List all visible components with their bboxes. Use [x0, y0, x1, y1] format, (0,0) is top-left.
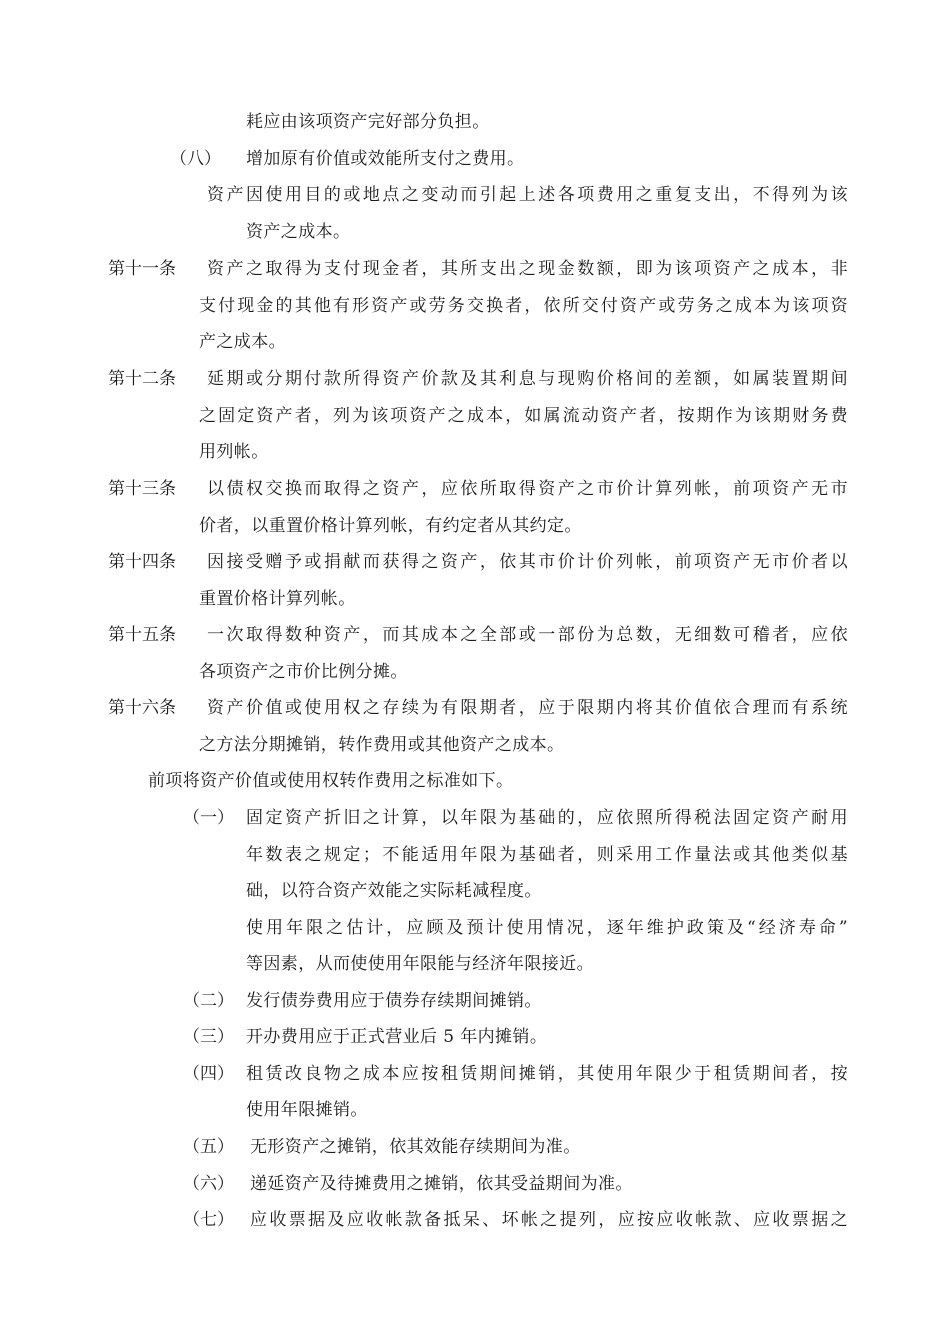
article-number: 第十三条	[108, 479, 176, 499]
text-line: 之固定资产者，列为该项资产之成本，如属流动资产者，按期作为该期财务费	[199, 406, 848, 426]
article-number: 第十五条	[108, 625, 176, 645]
text-line: 租赁改良物之成本应按租赁期间摊销，其使用年限少于租赁期间者，按	[246, 1064, 848, 1084]
text-line: 资产之成本。	[246, 222, 351, 242]
text-line: 固定资产折旧之计算，以年限为基础的，应依照所得税法固定资产耐用	[246, 808, 848, 828]
text-line: 无形资产之摊销，依其效能存续期间为准。	[250, 1137, 581, 1157]
text-line: 发行债券费用应于债券存续期间摊销。	[246, 991, 542, 1011]
text-line: 年数表之规定；不能适用年限为基础者，则采用工作量法或其他类似基	[246, 845, 848, 865]
article-number: 第十一条	[108, 259, 176, 279]
text-line: 使用年限之估计，应顾及预计使用情况，逐年维护政策及“经济寿命”	[246, 918, 848, 938]
text-line: 价者，以重置价格计算列帐，有约定者从其约定。	[199, 516, 582, 536]
item-marker: （六）	[183, 1174, 234, 1194]
text-line: 资产之取得为支付现金者，其所支出之现金数额，即为该项资产之成本，非	[207, 259, 848, 279]
article-number: 第十六条	[108, 698, 176, 718]
text-line: 用列帐。	[199, 442, 269, 462]
item-marker: （八）	[170, 149, 221, 169]
text-line: 因接受赠予或捐献而获得之资产，依其市价计价列帐，前项资产无市价者以	[207, 552, 848, 572]
text-line: 前项将资产价值或使用权转作费用之标准如下。	[148, 771, 514, 791]
item-marker: （五）	[183, 1137, 234, 1157]
text-line: 一次取得数种资产，而其成本之全部或一部份为总数，无细数可稽者，应依	[207, 625, 848, 645]
text-line: 耗应由该项资产完好部分负担。	[246, 112, 490, 132]
item-marker: （四）	[183, 1064, 234, 1084]
text-line: 础，以符合资产效能之实际耗减程度。	[246, 881, 542, 901]
article-number: 第十二条	[108, 369, 176, 389]
text-line: 之方法分期摊销，转作费用或其他资产之成本。	[199, 735, 565, 755]
text-line: 增加原有价值或效能所支付之费用。	[246, 149, 525, 169]
item-marker: （七）	[183, 1210, 234, 1230]
text-line: 递延资产及待摊费用之摊销，依其受益期间为准。	[250, 1174, 633, 1194]
text-line: 资产因使用目的或地点之变动而引起上述各项费用之重复支出，不得列为该	[207, 185, 848, 205]
text-line: 支付现金的其他有形资产或劳务交换者，依所交付资产或劳务之成本为该项资	[199, 296, 848, 316]
item-marker: （三）	[183, 1027, 234, 1047]
text-line: 产之成本。	[199, 332, 286, 352]
text-line: 应收票据及应收帐款备抵呆、坏帐之提列，应按应收帐款、应收票据之	[250, 1210, 848, 1230]
text-line: 等因素，从而使使用年限能与经济年限接近。	[246, 954, 594, 974]
text-line: 各项资产之市价比例分摊。	[199, 662, 408, 682]
text-line: 重置价格计算列帐。	[199, 589, 356, 609]
article-number: 第十四条	[108, 552, 176, 572]
text-line: 使用年限摊销。	[246, 1100, 368, 1120]
item-marker: （二）	[183, 991, 234, 1011]
text-line: 延期或分期付款所得资产价款及其利息与现购价格间的差额，如属装置期间	[207, 369, 848, 389]
item-marker: （一）	[183, 808, 234, 828]
text-line: 以债权交换而取得之资产，应依所取得资产之市价计算列帐，前项资产无市	[207, 479, 848, 499]
text-line: 开办费用应于正式营业后 5 年内摊销。	[246, 1027, 548, 1047]
text-line: 资产价值或使用权之存续为有限期者，应于限期内将其价值依合理而有系统	[207, 698, 848, 718]
